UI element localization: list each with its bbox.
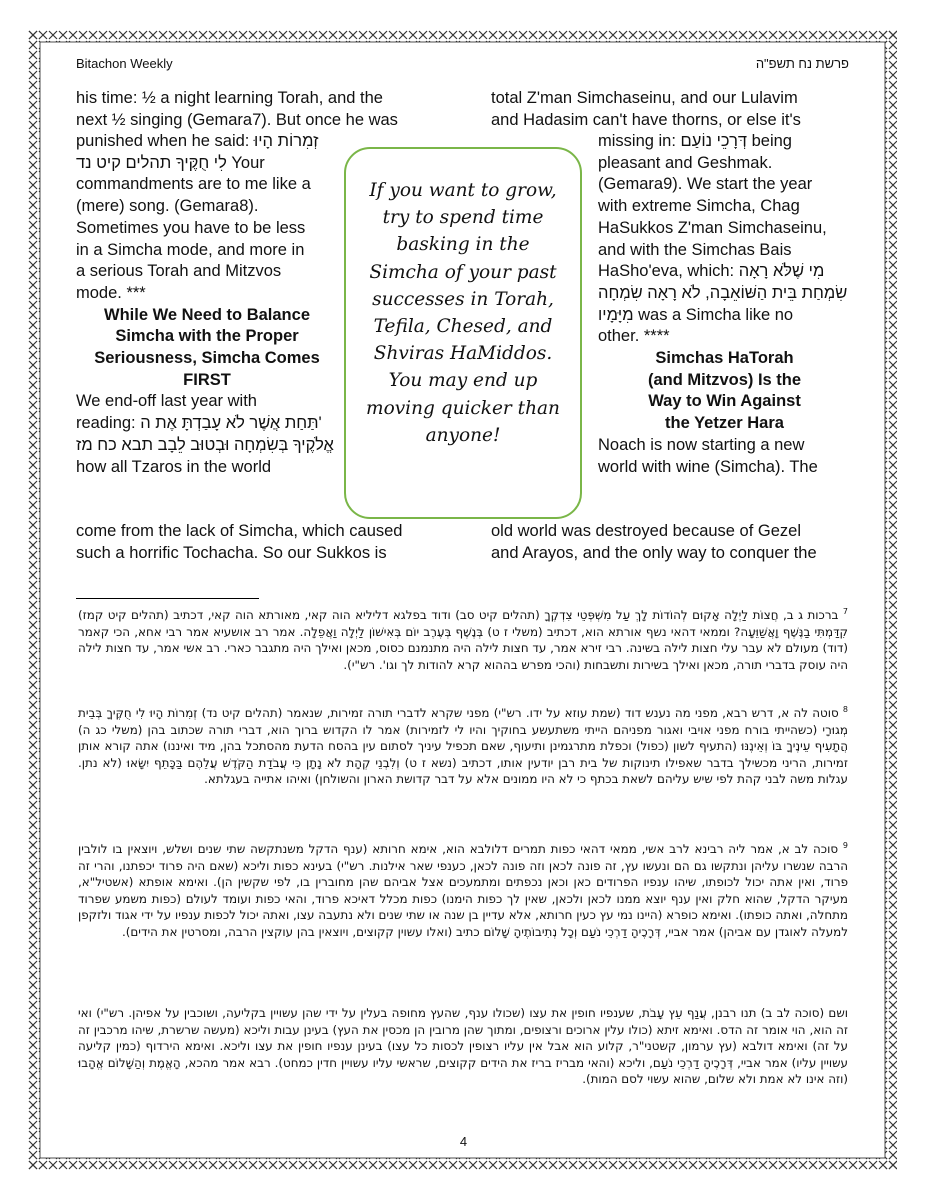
- body-line: in a Simcha mode, and more in: [76, 240, 305, 259]
- publication-title: Bitachon Weekly: [76, 56, 173, 71]
- footnote-number: 7: [842, 607, 849, 616]
- parsha-title: פרשת נח תשפ"ה: [755, 56, 849, 71]
- section-heading: Way to Win Against: [648, 392, 801, 411]
- footnote-text: ברכות ג ב, חֲצוֹת לַיְלָה אָקוּם לְהוֹדוֹת לָךְ עַל מִשְׁפְּטֵי צִדְקֶךָ (תהלים קיט סב) ודוד בפלגא דליליא הוה קאי, מאורתא הוה קאי, דכתיב (תהלים קיט קמז) קִדַּמְתִּי בַנֶּשֶׁף וָאֲשַׁוֵּעָה? וממאי דהאי נשף אורתא הוא, דכתיב (משלי ז ט) בְּנֶשֶׁף בְּעֶרֶב יוֹם בְּאִישׁוֹן לַיְלָה וַאֲפֵלָה. אמר רב אושעיא אמר רבי אחא, הכי קאמר (דוד) מעולם לא עבר עלי חצות לילה בשינה. רבי זירא אמר, עד חצות לילה היה מתנמנם כסוס, מכאן ואילך היה מתגבר כארי. רב אשי אמר, עד חצות לילה היה עוסק בדברי תורה, מכאן ואילך בשירות ותשבחות (והכי מפרש בההוא קרא להודות לך וגו'. רש"י).: [78, 607, 848, 672]
- left-column: [76, 88, 436, 131]
- footnote-number: 8: [842, 705, 848, 714]
- section-heading: Simchas HaTorah: [655, 349, 794, 368]
- pull-quote-box: [344, 147, 582, 519]
- section-heading: While We Need to Balance: [104, 305, 310, 324]
- body-line: commandments are to me like a: [76, 175, 311, 194]
- body-line: לִי חֻקֶּיךָ תהלים קיט נד Your: [76, 153, 265, 172]
- body-line: other. ****: [598, 327, 670, 346]
- body-line: missing in: דְּרָכֵי נוֹעַם being: [598, 132, 792, 150]
- body-line: a serious Torah and Mitzvos: [76, 262, 282, 281]
- section-heading: FIRST: [183, 370, 231, 389]
- section-heading: Seriousness, Simcha Comes: [94, 349, 320, 368]
- body-line: We end-off last year with: [76, 392, 257, 411]
- footnote-9: [78, 838, 848, 941]
- left-column-bottom: [76, 521, 436, 564]
- footnote-7: [78, 604, 848, 673]
- body-line: Sometimes you have to be less: [76, 218, 306, 237]
- body-line: such a horrific Tochacha. So our Sukkos is: [76, 543, 387, 562]
- footnote-number: 9: [842, 841, 848, 850]
- body-line: mode. ***: [76, 283, 146, 302]
- page-number: 4: [459, 1134, 468, 1149]
- body-line: total Z'man Simchaseinu, and our Lulavim: [491, 89, 798, 107]
- body-line: reading: תַּחַת אֲשֶׁר לֹא עָבַדְתָּ אֶת ה': [76, 414, 322, 433]
- body-line: שִׂמְחַת בֵּית הַשּׁוֹאֵבָה, לֹא רָאָה שִׂמְחָה: [598, 283, 848, 302]
- footnote-text: סוטה לה א, דרש רבא, מפני מה נענש דוד (שמת עוזא על ידו. רש"י) מפני שקרא לדברי תורה זמירות, שנאמר (תהלים קיט נד) זְמִרוֹת הָיוּ לִי חֻקֶּיךָ בְּבֵית מְגוּרָי (כשהייתי בורח מפני אויבי ואגור מפניהם הייתי משתעשע בחוקיך והיו לי לזמירות) אמר לו הקדוש ברוך הוא, דברי תורה שכתוב בהן (משלי כג ה) הֲתָעִיף עֵינֶיךָ בּוֹ וְאֵינֶנּוּ (התעיף לשון (כפול) וכפלת מתרגמינן ותיעוף, שאם תכפיל עיניך לסתום עין בהסח הדעת מהסתכל בהן, מיד ואיננו) אתה קורא אותן זמירות, הריני מכשילך בדבר שאפילו תינוקות של בית רבן יודעין אותו, דכתיב (נשא ז ט) וְלִבְנֵי קְהָת לֹא נָתָן כִּי עֲבֹדַת הַקֹּדֶשׁ עֲלֵהֶם בַּכָּתֵף יִשָּׂאוּ (לא נתן. עגלות משה לבני קהת לפי שיש עליהם לשאת בכתף כי לא היו ממונים אלא על דבר קדושת הארון והשולחן) ואיהו אתייה בעגלתא.: [78, 705, 848, 787]
- body-line: next ½ singing (Gemara7). But once he was: [76, 110, 398, 129]
- body-line: אֱלֹקֶיךָ בְּשִׂמְחָה וּבְטוּב לֵבָב תבא כח מז: [76, 435, 334, 454]
- body-line: and Arayos, and the only way to conquer the: [491, 543, 817, 562]
- right-column: [491, 88, 851, 131]
- footnote-8: [78, 702, 848, 788]
- right-column-bottom: [491, 521, 851, 564]
- body-line: world with wine (Simcha). The: [598, 457, 818, 476]
- body-line: and Hadasim can't have thorns, or else it's: [491, 110, 801, 129]
- body-line: HaSho'eva, which: מִי שֶׁלֹּא רָאָה: [598, 262, 825, 281]
- footnote-9-continued: [78, 1005, 848, 1088]
- body-line: and with the Simchas Bais: [598, 240, 792, 259]
- section-heading: Simcha with the Proper: [115, 327, 299, 346]
- body-line: מִיָּמָיו was a Simcha like no: [598, 305, 794, 324]
- body-line: come from the lack of Simcha, which caused: [76, 522, 403, 540]
- body-line: old world was destroyed because of Gezel: [491, 522, 802, 540]
- body-line: (Gemara9). We start the year: [598, 175, 813, 194]
- pull-quote-text: If you want to grow, try to spend time basking in the Simcha of your past successes in Torah, Tefila, Chesed, and Shviras HaMiddos. You may end up moving quicker than anyone!: [366, 180, 560, 446]
- body-line: (mere) song. (Gemara8).: [76, 197, 259, 216]
- section-heading: the Yetzer Hara: [665, 414, 784, 433]
- body-line: Noach is now starting a new: [598, 435, 805, 454]
- body-line: with extreme Simcha, Chag: [598, 197, 800, 216]
- section-heading: (and Mitzvos) Is the: [647, 370, 802, 389]
- right-column-narrow: [598, 131, 851, 478]
- footnote-text: ושם (סוכה לב ב) תנו רבנן, עֲנַף עֵץ עָבֹת, שענפיו חופין את עצו (שכולו ענף, שהעץ מחופה בעלין על ידי שהן עשויין בקליעה, ושוכבין על אפיהן. רש"י) ואי זה הוא, הוי אומר זה הדס. ואימא זיתא (כולו עלין ארוכים ורצופים, ומתוך שהן מרובין הן מכסין את העץ) בעינן עבות וליכא (מעשה שרשרת, שיהו מרכבין זה על זה) ואימא דולבא (עץ ערמון, קשטני"ר, קלוע הוא אבל אין עליו רצופין לכסות כל עצו) בעינן ענפיו חופין את עצו וליכא. ואימא הירדוף (כמין קליעה עשויין עליו) אמר אביי, דְּרָכֶיהָ דַרְכֵי נֹעַם, וליכא (והאי מבריז בריז את הידים קקוצים, שראשי עליו עשויין חדין כמחט). רבא אמר מהכא, הָאֱמֶת וְהַשָּׁלוֹם אֱהָבוּ (וזה אינו לא אמת ולא שלום, שהוא עשוי לסם המות).: [78, 1006, 848, 1087]
- body-line: his time: ½ a night learning Torah, and the: [76, 89, 383, 107]
- body-line: HaSukkos Z'man Simchaseinu,: [598, 218, 827, 237]
- left-column-narrow: [76, 131, 338, 478]
- footnote-text: סוכה לב א, אמר ליה רבינא לרב אשי, ממאי דהאי כפות תמרים דלולבא הוא, אימא חרותא (ענף הדקל משנתקשה שתי שנים ושלש, ויוצאין בו לולבין הרבה שנשרו עליהן ונתקשו גם הם ונעשו עץ, זה פונה לכאן וזה פונה לכאן, כענפי שאר אילנות. רש"י) בעינא כפות וליכא (שאם היה פרוד יכפתנו, והרי זה פרוד, ואין אתה יכול לכופתו, שיהו ענפיו הפרודים כאן וכאן נכפתים ומתמעכים אצל אביהם שהן מחוברין בו, לפי שקשין הן). ואימא אופתא (אשטיל"א, מעיקר הדקל, שהוא חלק ואין ענף יוצא ממנו לכאן ולכאן, שאין לך כפות הימנו) כפות מכלל דאיכא פרוד, והאי כפות ועומד לעולם (כפות משמע שפרוד מתחלה, ואתה כופתו). ואימא כופרא (היינו נמי עץ כעין חרותא, אלא עדיין בן שנה או שתי שנים ולא נתעבה עצו, ואתה יכול לכפות ענפיו על ידי אגוד ולזקפן למעלה לאוגדן עם אביהן) אמר אביי, דְּרָכֶיהָ דַרְכֵי נֹעַם וְכָל נְתִיבוֹתֶיהָ שָׁלוֹם כתיב (ואלו עשוין קקוצים, ויוצאין בהן עוקצין הרבה, ומסרטין את הידים).: [78, 841, 848, 939]
- body-line: how all Tzaros in the world: [76, 457, 272, 476]
- body-line: pleasant and Geshmak.: [598, 153, 773, 172]
- footnote-divider: [76, 598, 259, 599]
- body-line: punished when he said: זְמִרוֹת הָיוּ: [76, 132, 319, 150]
